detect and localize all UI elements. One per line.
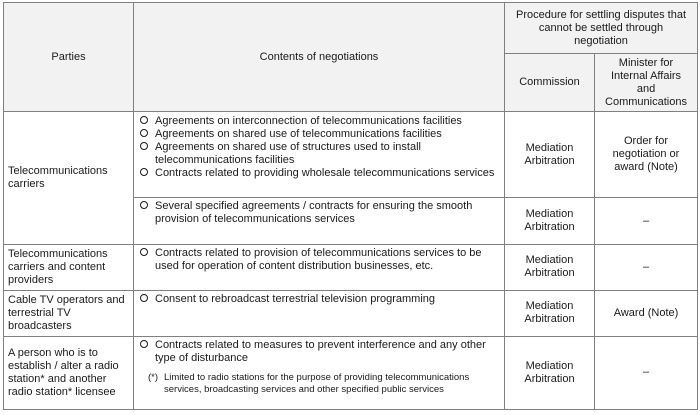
minister-cell: – [595,198,698,244]
circle-bullet-icon [140,116,148,124]
minister-cell: – [595,336,698,409]
commission-cell: Mediation Arbitration [505,336,595,409]
minister-cell: Order for negotiation or award (Note) [595,112,698,198]
minister-cell: Award (Note) [595,290,698,336]
list-item: Contracts related to measures to prevent interference and any other type of disturbance [140,339,500,365]
commission-cell: Mediation Arbitration [505,112,595,198]
table-row [4,336,698,409]
circle-bullet-icon [140,142,148,150]
party-cell: Cable TV operators and terrestrial TV broadcasters [4,290,134,336]
list-item: Agreements on interconnection of telecommunications facilities [140,115,500,128]
header-contents: Contents of negotiations [134,3,505,112]
circle-bullet-icon [140,168,148,176]
table-row [4,112,698,198]
circle-bullet-icon [140,201,148,209]
circle-bullet-icon [140,294,148,302]
list-item: Agreements on shared use of telecommunications facilities [140,128,500,141]
list-item: Contracts related to provision of telecommunications services to be used for operation of content distribution businesses, etc. [140,247,500,273]
commission-cell: Mediation Arbitration [505,290,595,336]
minister-cell: – [595,244,698,290]
footnote-text: Limited to radio stations for the purpose of providing telecommunications services, broadcasting services and other specified public services [164,371,470,395]
contents-cell [134,112,505,198]
table-row [4,244,698,290]
list-item: Several specified agreements / contracts for ensuring the smooth provision of telecommunications services [140,200,500,226]
circle-bullet-icon [140,129,148,137]
footnote-mark: (*) [148,371,159,383]
footnote [140,372,500,396]
party-cell: Telecommunications carriers [4,112,134,244]
circle-bullet-icon [140,248,148,256]
contents-cell [134,244,505,290]
list-item: Contracts related to providing wholesale telecommunications services [140,167,500,180]
dispute-settlement-table [3,2,698,410]
table-row [4,290,698,336]
commission-cell: Mediation Arbitration [505,244,595,290]
circle-bullet-icon [140,340,148,348]
header-parties: Parties [4,3,134,112]
header-minister: Minister for Internal Affairs and Communications [595,54,698,112]
header-procedure: Procedure for settling disputes that cannot be settled through negotiation [505,3,698,54]
party-cell: A person who is to establish / alter a radio station* and another radio station* licensee [4,336,134,409]
list-item: Consent to rebroadcast terrestrial television programming [140,293,500,306]
party-cell: Telecommunications carriers and content providers [4,244,134,290]
contents-cell [134,336,505,409]
contents-cell [134,290,505,336]
list-item: Agreements on shared use of structures used to install telecommunications facilities [140,141,500,167]
contents-cell [134,198,505,244]
commission-cell: Mediation Arbitration [505,198,595,244]
header-commission: Commission [505,54,595,112]
